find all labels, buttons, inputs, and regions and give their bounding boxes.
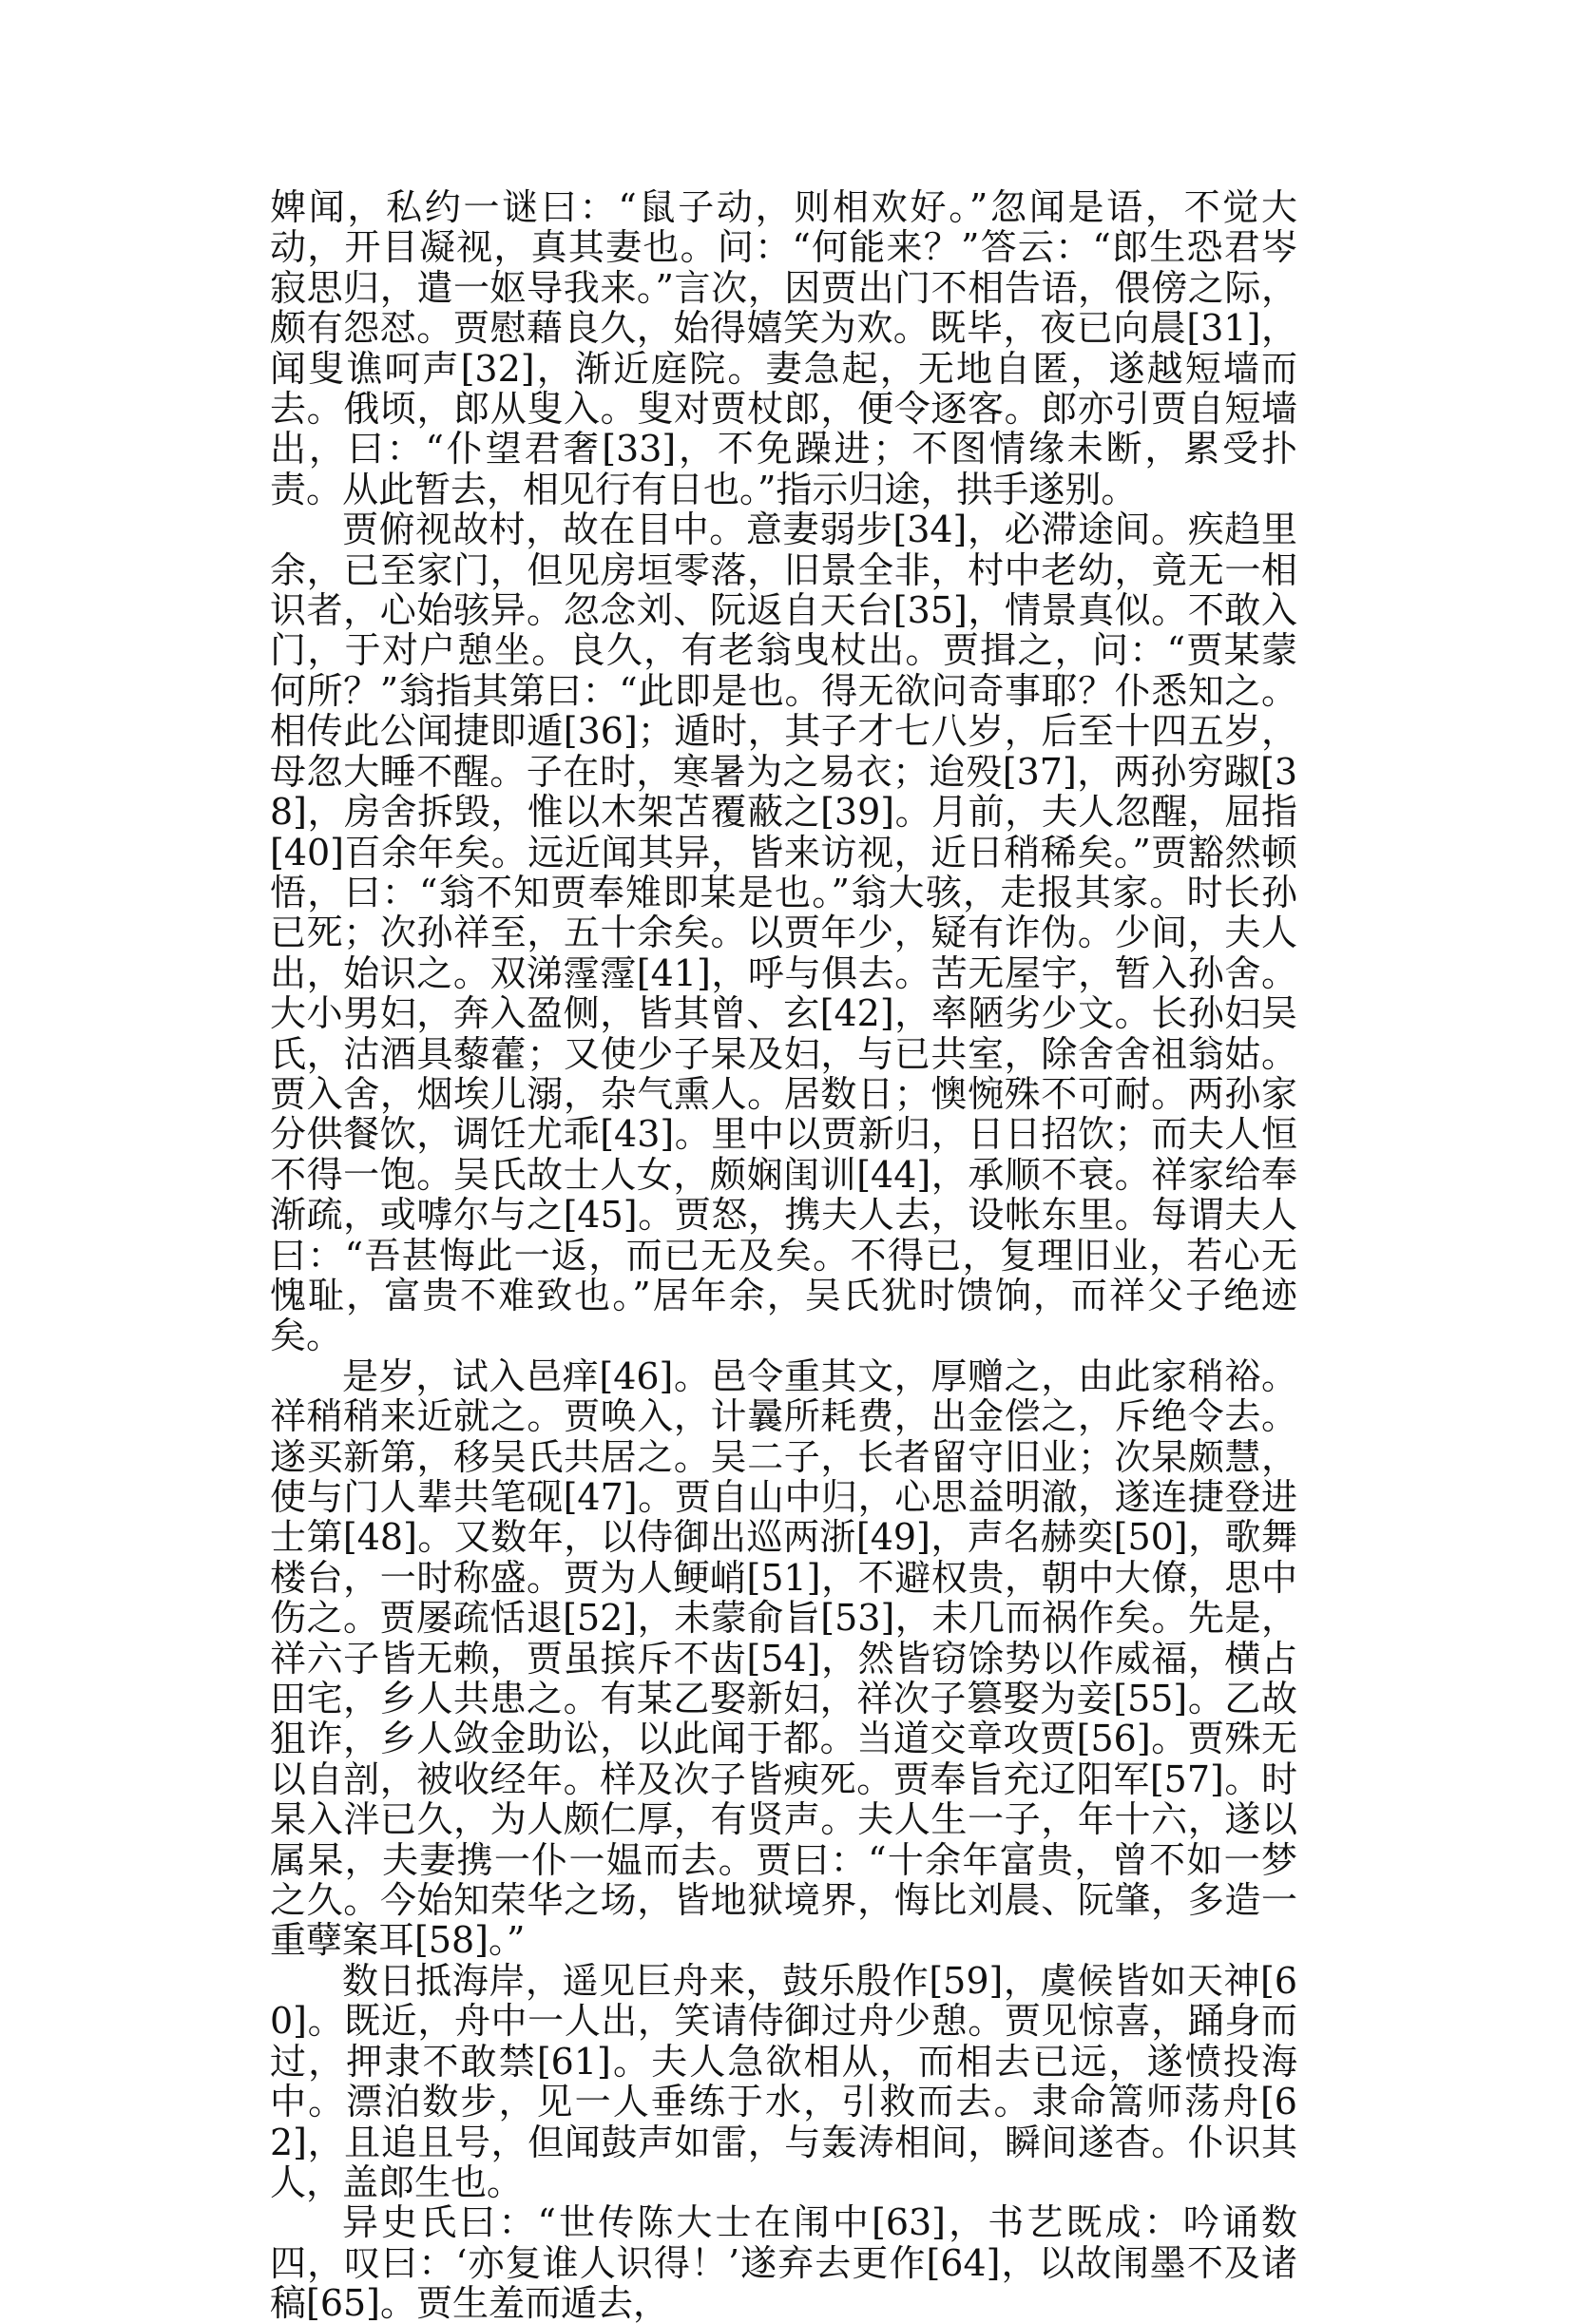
paragraph-3: 是岁，试入邑痒[46]。邑令重其文，厚赠之，由此家稍裕。祥稍稍来近就之。贾唤入，计曩所耗费，出金偿之，斥绝令去。遂买新第，移吴氏共居之。吴二子，长者留守旧业；次杲颇慧，使与门人辈共笔砚[47]。贾自山中归，心思益明澈，遂连捷登进士第[48]。又数年，以侍御出巡两浙[49]，声名赫奕[50]，歌舞楼台，一时称盛。贾为人鲠峭[51]，不避权贵，朝中大僚，思中伤之。贾屡疏恬退[52]，未蒙俞旨[53]，未几而祸作矣。先是，祥六子皆无赖，贾虽摈斥不齿[54]，然皆窃馀势以作威福，横占田宅，乡人共患之。有某乙娶新妇，祥次子篡娶为妾[55]。乙故狙诈，乡人敛金助讼，以此闻于都。当道交章攻贾[56]。贾殊无以自剖，被收经年。样及次子皆瘐死。贾奉旨充辽阳军[57]。时杲入泮已久，为人颇仁厚，有贤声。夫人生一子，年十六，遂以属杲，夫妻携一仆一媪而去。贾曰：“十余年富贵，曾不如一梦之久。今始知荣华之场，皆地狱境界，悔比刘晨、阮肇，多造一重孽案耳[58]。” bbox=[270, 1354, 1297, 1962]
paragraph-5: 异史氏曰：“世传陈大士在闱中[63]，书艺既成：吟诵数四，叹曰：‘亦复谁人识得！’遂弃去更作[64]，以故闱墨不及诸稿[65]。贾生羞而遁去， bbox=[270, 2201, 1297, 2324]
text-body bbox=[270, 187, 1297, 2324]
paragraph-2: 贾俯视故村，故在目中。意妻弱步[34]，必滞途间。疾趋里余，已至家门，但见房垣零落，旧景全非，村中老幼，竟无一相识者，心始骇异。忽念刘、阮返自天台[35]，情景真似。不敢入门，于对户憩坐。良久，有老翁曳杖出。贾揖之，问：“贾某蒙何所？”翁指其第曰：“此即是也。得无欲问奇事耶？仆悉知之。相传此公闻捷即遁[36]；遁时，其子才七八岁，后至十四五岁，母忽大睡不醒。子在时，寒暑为之易衣；迨殁[37]，两孙穷踧[38]，房舍拆毁，惟以木架苫覆蔽之[39]。月前，夫人忽醒，屈指[40]百余年矣。远近闻其异，皆来访视，近日稍稀矣。”贾豁然顿悟，曰：“翁不知贾奉雉即某是也。”翁大骇，走报其家。时长孙已死；次孙祥至，五十余矣。以贾年少，疑有诈伪。少间，夫人出，始识之。双涕霪霪[41]，呼与俱去。苦无屋宇，暂入孙舍。大小男妇，奔入盈侧，皆其曾、玄[42]，率陋劣少文。长孙妇吴氏，沽酒具藜藿；又使少子杲及妇，与已共室，除舍舍祖翁姑。贾入舍，烟埃儿溺，杂气熏人。居数日；懊惋殊不可耐。两孙家分供餐饮，调饪尤乖[43]。里中以贾新归，日日招饮；而夫人恒不得一饱。吴氏故士人女，颇娴闺训[44]，承顺不衰。祥家给奉渐疏，或嘑尔与之[45]。贾怒，携夫人去，设帐东里。每谓夫人曰：“吾甚悔此一返，而已无及矣。不得已，复理旧业，若心无愧耻，富贵不难致也。”居年余，吴氏犹时馈饷，而祥父子绝迹矣。 bbox=[270, 509, 1297, 1357]
paragraph-1: 婢闻，私约一谜曰：“鼠子动，则相欢好。”忽闻是语，不觉大动，开目凝视，真其妻也。问：“何能来？”答云：“郎生恐君岑寂思归，遣一妪导我来。”言次，因贾出门不相告语，偎傍之际，颇有怨怼。贾慰藉良久，始得嬉笑为欢。既毕，夜已向晨[31]，闻叟谯呵声[32]，渐近庭院。妻急起，无地自匿，遂越短墙而去。俄顷，郎从叟入。叟对贾杖郎，便令逐客。郎亦引贾自短墙出，曰：“仆望君奢[33]，不免躁进；不图情缘未断，累受扑责。从此暂去，相见行有日也。”指示归途，拱手遂别。 bbox=[270, 186, 1297, 510]
paragraph-4: 数日抵海岸，遥见巨舟来，鼓乐殷作[59]，虞候皆如天神[60]。既近，舟中一人出，笑请侍御过舟少憩。贾见惊喜，踊身而过，押隶不敢禁[61]。夫人急欲相从，而相去已远，遂愤投海中。漂泊数步，见一人垂练于水，引救而去。隶命篙师荡舟[62]，且追且号，但闻鼓声如雷，与轰涛相间，瞬间遂杳。仆识其人，盖郎生也。 bbox=[270, 1959, 1297, 2203]
